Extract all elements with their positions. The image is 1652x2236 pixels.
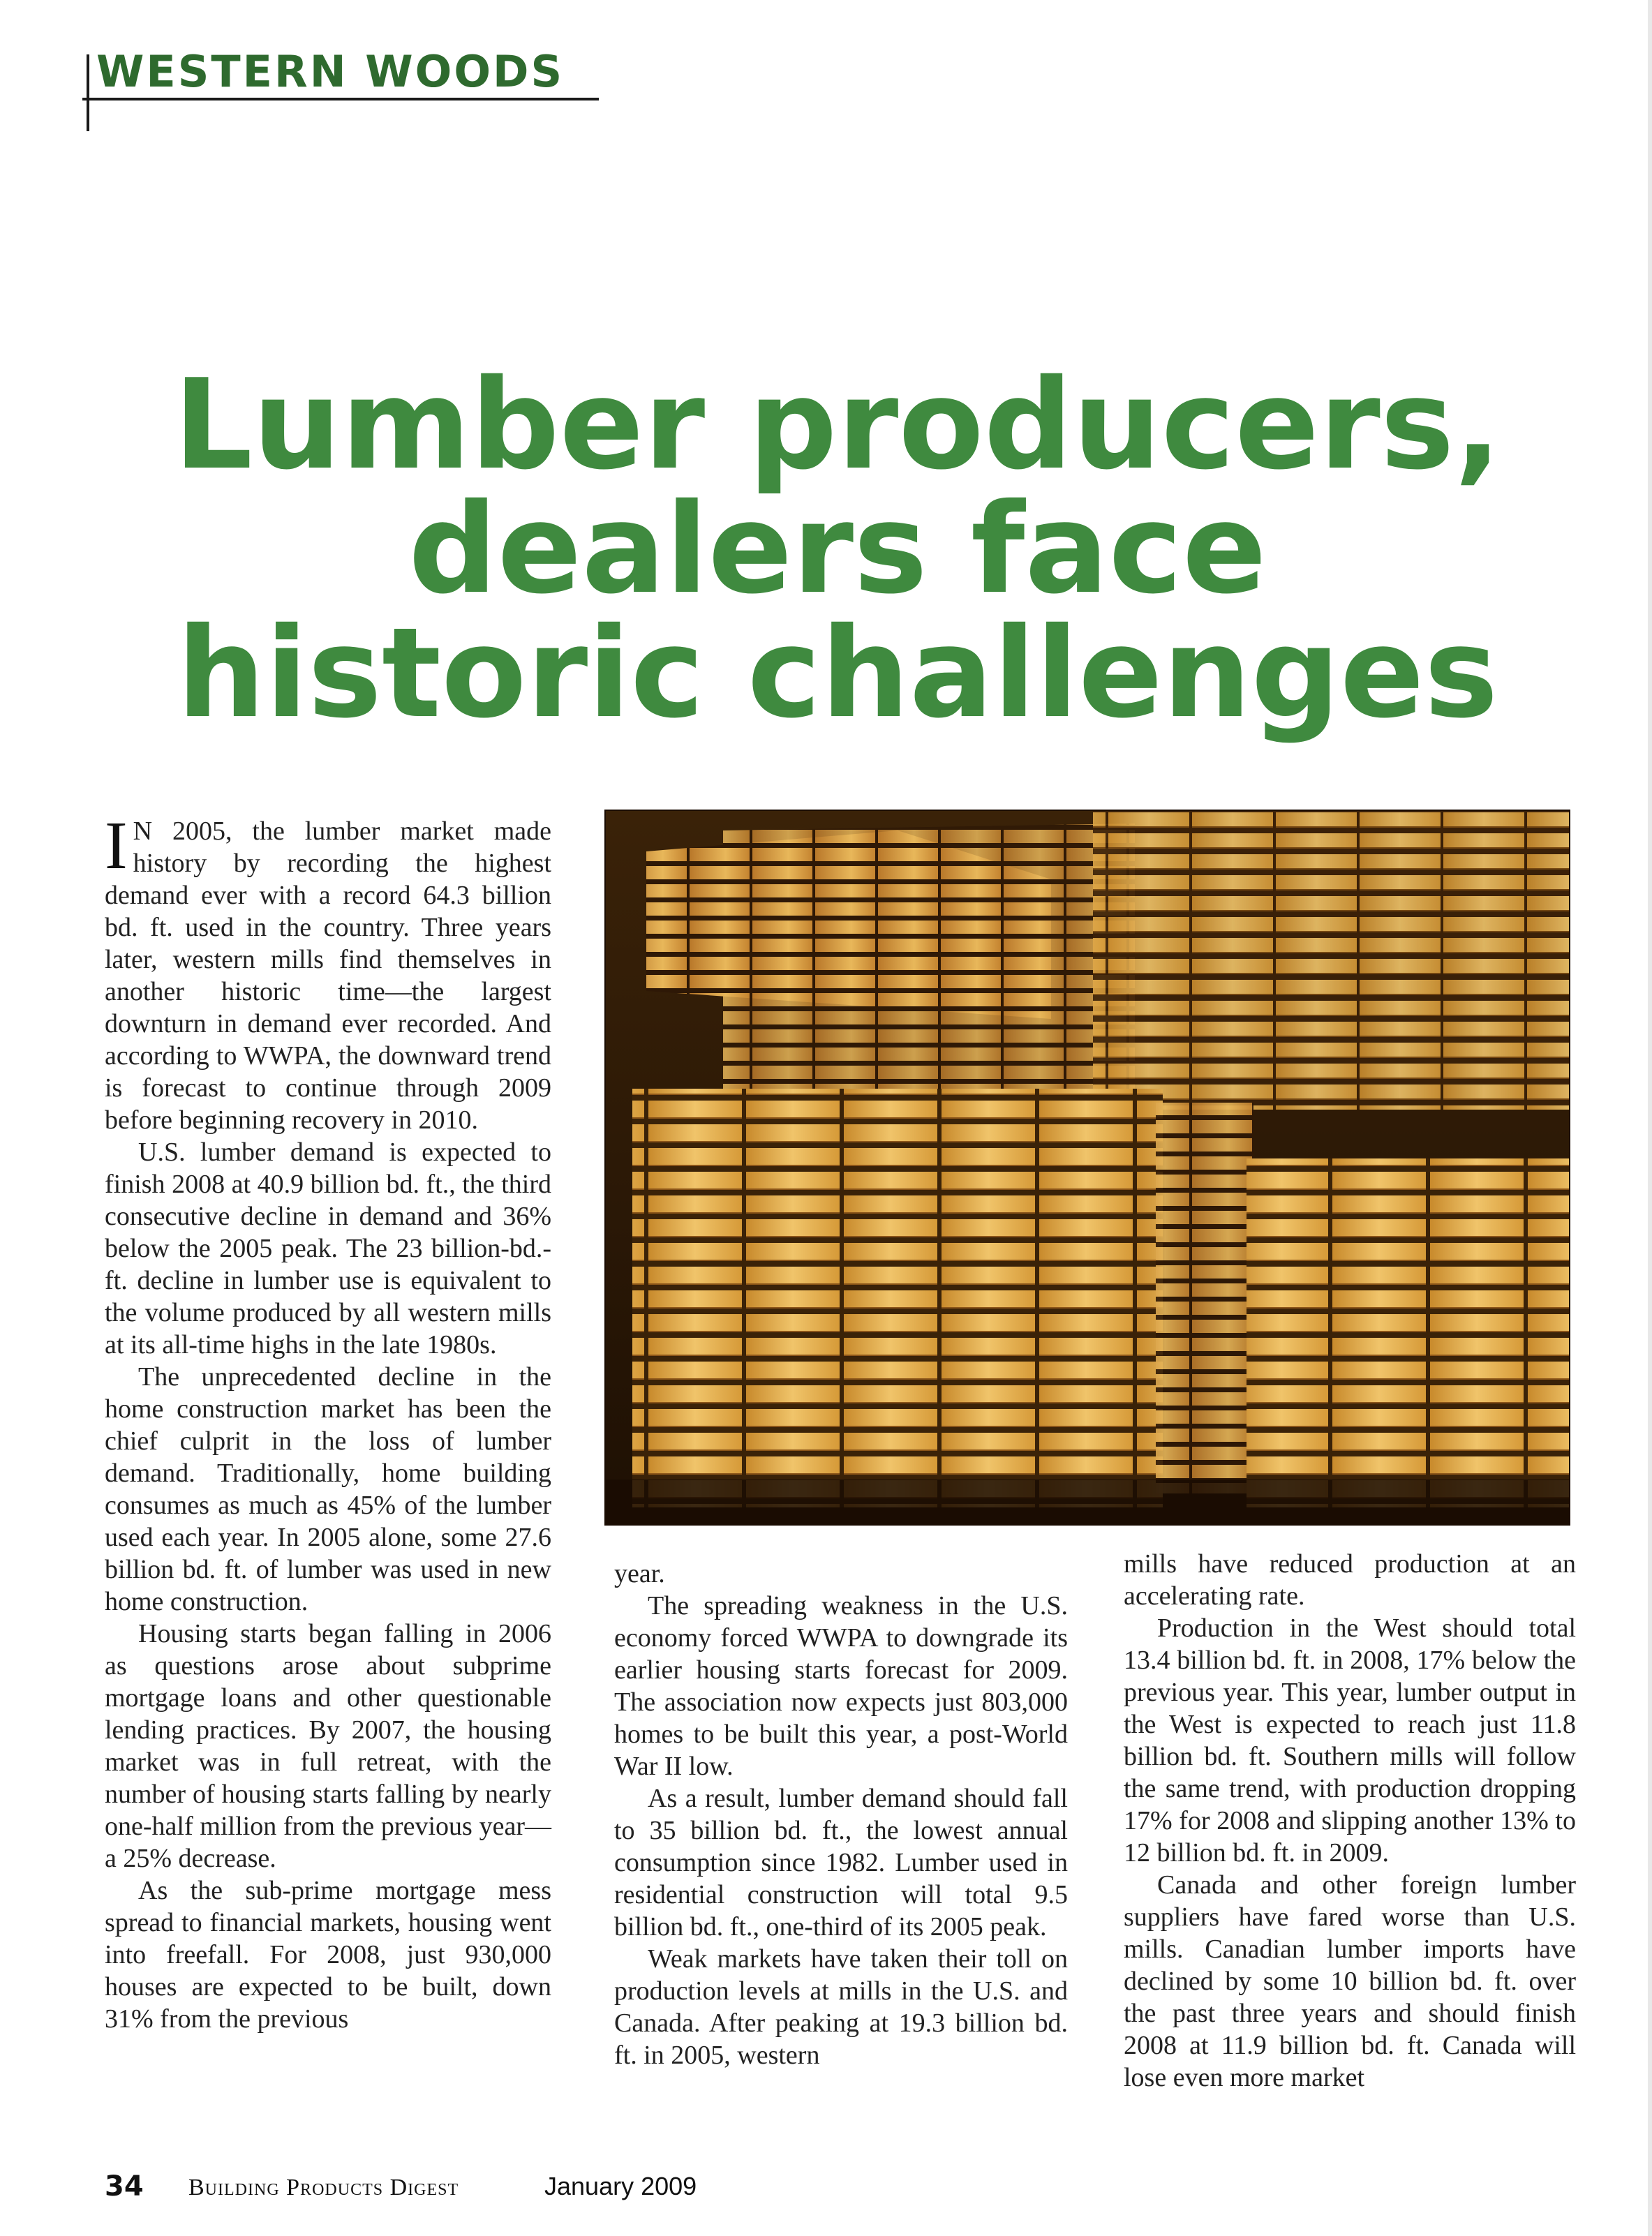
headline (77, 352, 1598, 745)
article-column-3 (1124, 1548, 1576, 2094)
paragraph: Weak markets have taken their toll on production levels at mills in the U.S. and Canada. After peaking at 19.3 billion bd. ft. in 2005, western (614, 1944, 1068, 2070)
article-column-2 (614, 1558, 1068, 2071)
section-rule-tick (87, 54, 89, 131)
paragraph: Production in the West should total 13.4 billion bd. ft. in 2008, 17% below the previous year. This year, lumber output in the West is expected to reach just 11.8 billion bd. ft. Southern mills will follow the same trend, with production dropping 17% for 2008 and slipping another 13% to 12 billion bd. ft. in 2009. (1124, 1613, 1576, 1868)
page-number: 34 (105, 2170, 144, 2203)
section-label: WESTERN WOODS (96, 46, 565, 97)
issue-date: January 2009 (544, 2172, 697, 2200)
article-column-1 (105, 808, 551, 2035)
paragraph: year. (614, 1559, 665, 1588)
paragraph: mills have reduced production at an accelerating rate. (1124, 1549, 1576, 1611)
section-rule (82, 98, 599, 100)
lumber-stack-photo (604, 810, 1570, 1526)
paragraph: As the sub-prime mortgage mess spread to financial markets, housing went into freefall. For 2008, just 930,000 houses are expected to be built, down 31% from the previous (105, 1876, 551, 2034)
headline-line-2: dealers face (408, 477, 1267, 621)
paragraph (105, 808, 551, 1136)
dropcap: I (105, 808, 128, 884)
lumber-stack-image (604, 810, 1570, 1526)
paragraph: The spreading weakness in the U.S. economy forced WWPA to downgrade its earlier housing starts forecast for 2009. The association now expects just 803,000 homes to be built this year, a post-World War II low. (614, 1591, 1068, 1781)
paragraph: Canada and other foreign lumber suppliers have fared worse than U.S. mills. Canadian lumber imports have declined by some 10 billion bd. ft. over the past three years and should finish 2008 at 11.9 billion bd. ft. Canada will lose even more market (1124, 1870, 1576, 2092)
paragraph: The unprecedented decline in the home construction market has been the chief culprit in the loss of lumber demand. Traditionally, home building consumes as much as 45% of the lumber used each year. In 2005 alone, some 27.6 billion bd. ft. of lumber was used in new home construction. (105, 1362, 551, 1616)
paragraph: U.S. lumber demand is expected to finish 2008 at 40.9 billion bd. ft., the third consecutive decline in demand and 36% below the 2005 peak. The 23 billion-bd.-ft. decline in lumber use is equivalent to the volume produced by all western mills at its all-time highs in the late 1980s. (105, 1138, 551, 1359)
headline-line-3: historic challenges (177, 601, 1498, 745)
paragraph-text: N 2005, the lumber market made history by recording the highest demand ever with a record 64.3 billion bd. ft. used in the country. Three years later, western mills find themselves in another historic time—the largest downturn in demand ever recorded. And according to WWPA, the downward trend is forecast to continue through 2009 before beginning recovery in 2010. (105, 817, 551, 1135)
page-edge-shadow (1648, 0, 1652, 2236)
headline-line-1: Lumber producers, (173, 352, 1502, 497)
paragraph: Housing starts began falling in 2006 as questions arose about subprime mortgage loans and other questionable lending practices. By 2007, the housing market was in full retreat, with the number of housing starts falling by nearly one-half million from the previous year—a 25% decrease. (105, 1619, 551, 1873)
publication-name: Building Products Digest (188, 2175, 459, 2200)
paragraph: As a result, lumber demand should fall to 35 billion bd. ft., the lowest annual consumption since 1982. Lumber used in residential construction will total 9.5 billion bd. ft., one-third of its 2005 peak. (614, 1784, 1068, 1941)
